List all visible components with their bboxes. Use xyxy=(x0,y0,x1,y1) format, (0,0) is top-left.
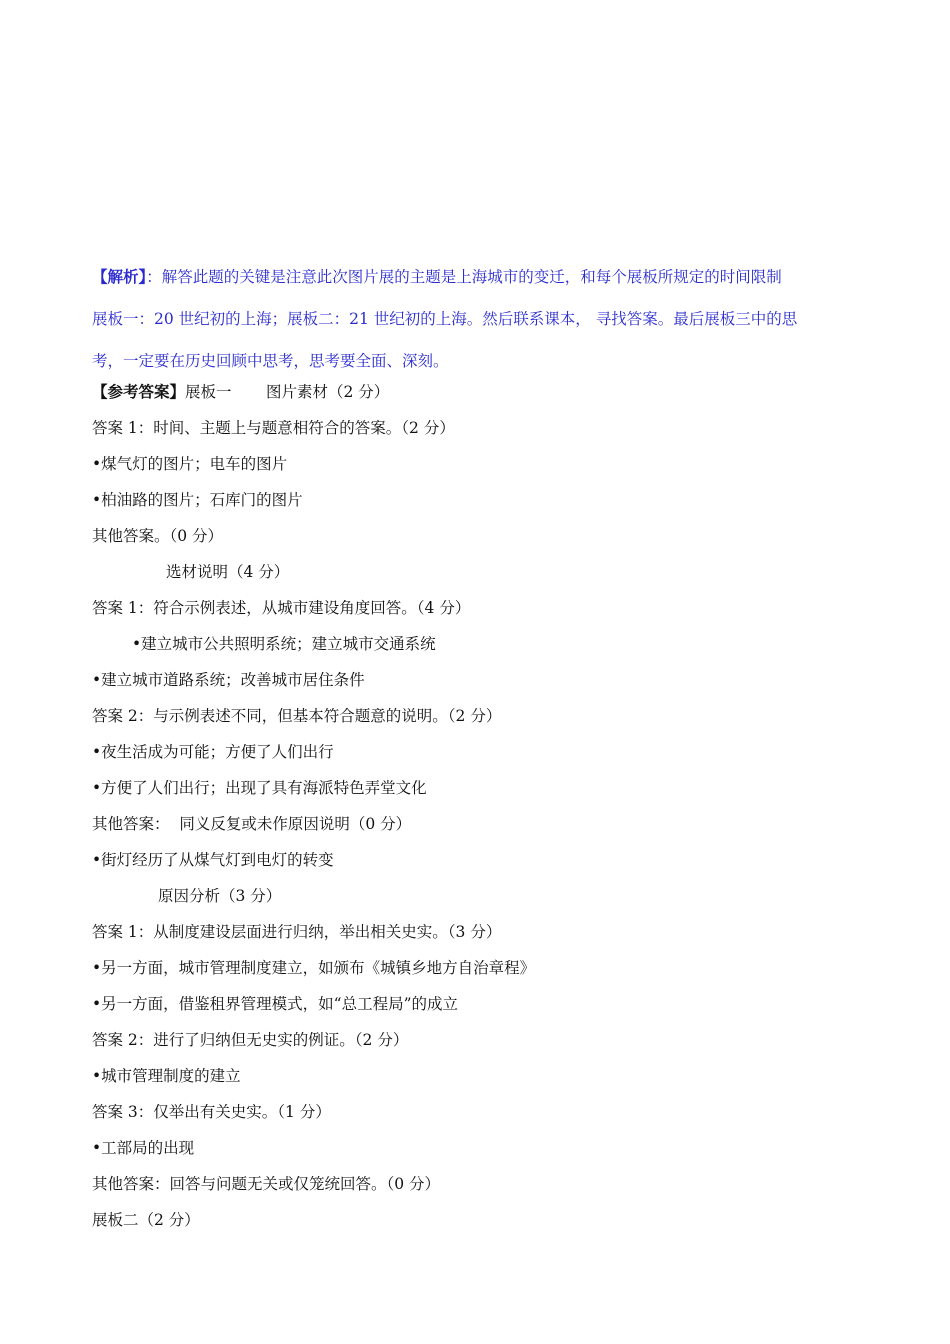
answer-line: 答案 1：时间、主题上与题意相符合的答案。（2 分） xyxy=(92,419,455,437)
analysis-line-1 xyxy=(92,256,872,298)
reference-answer-tag: 【参考答案】 xyxy=(92,382,186,401)
answer-bullet: •柏油路的图片；石库门的图片 xyxy=(92,491,303,509)
analysis-line-3: 考，一定要在历史回顾中思考，思考要全面、深刻。 xyxy=(92,352,449,370)
reference-answer-section xyxy=(92,374,872,1238)
answer-bullet: •方便了人们出行；出现了具有海派特色弄堂文化 xyxy=(92,779,427,797)
answer-line: 答案 2：进行了归纳但无史实的例证。（2 分） xyxy=(92,1031,409,1049)
answer-line: 答案 1：符合示例表述，从城市建设角度回答。（4 分） xyxy=(92,599,471,617)
answer-bullet: •煤气灯的图片；电车的图片 xyxy=(92,455,288,473)
answer-bullet: •街灯经历了从煤气灯到电灯的转变 xyxy=(92,851,334,869)
answer-bullet: •城市管理制度的建立 xyxy=(92,1067,241,1085)
subsection-heading-cause-analysis: 原因分析（3 分） xyxy=(158,887,282,905)
answer-line: 答案 2：与示例表述不同，但基本符合题意的说明。（2 分） xyxy=(92,707,502,725)
reference-answer-board-one: 展板一 图片素材（2 分） xyxy=(185,383,390,401)
answer-bullet: •建立城市公共照明系统；建立城市交通系统 xyxy=(132,635,436,653)
answer-bullet: •建立城市道路系统；改善城市居住条件 xyxy=(92,671,365,689)
analysis-tag: 【解析】 xyxy=(92,267,147,286)
analysis-line-2: 展板一：20 世纪初的上海；展板二：21 世纪初的上海。然后联系课本， 寻找答案。最后展板三中的思 xyxy=(92,310,798,328)
answer-line: 其他答案。（0 分） xyxy=(92,527,224,545)
answer-bullet: •另一方面，借鉴租界管理模式，如“总工程局”的成立 xyxy=(92,995,458,1013)
answer-line: 其他答案： 同义反复或未作原因说明（0 分） xyxy=(92,815,412,833)
reference-answer-heading xyxy=(92,374,872,410)
answer-line: 答案 1：从制度建设层面进行归纳，举出相关史实。（3 分） xyxy=(92,923,502,941)
answer-bullet: •工部局的出现 xyxy=(92,1139,195,1157)
answer-line: 答案 3：仅举出有关史实。（1 分） xyxy=(92,1103,331,1121)
answer-bullet: •另一方面，城市管理制度建立，如颁布《城镇乡地方自治章程》 xyxy=(92,959,536,977)
subsection-heading-material-description: 选材说明（4 分） xyxy=(166,563,290,581)
board-two-heading: 展板二（2 分） xyxy=(92,1211,200,1229)
analysis-section xyxy=(92,256,872,382)
analysis-text-1: ：解答此题的关键是注意此次图片展的主题是上海城市的变迁，和每个展板所规定的时间限制 xyxy=(146,268,782,286)
answer-bullet: •夜生活成为可能；方便了人们出行 xyxy=(92,743,334,761)
answer-line: 其他答案：回答与问题无关或仅笼统回答。（0 分） xyxy=(92,1175,441,1193)
